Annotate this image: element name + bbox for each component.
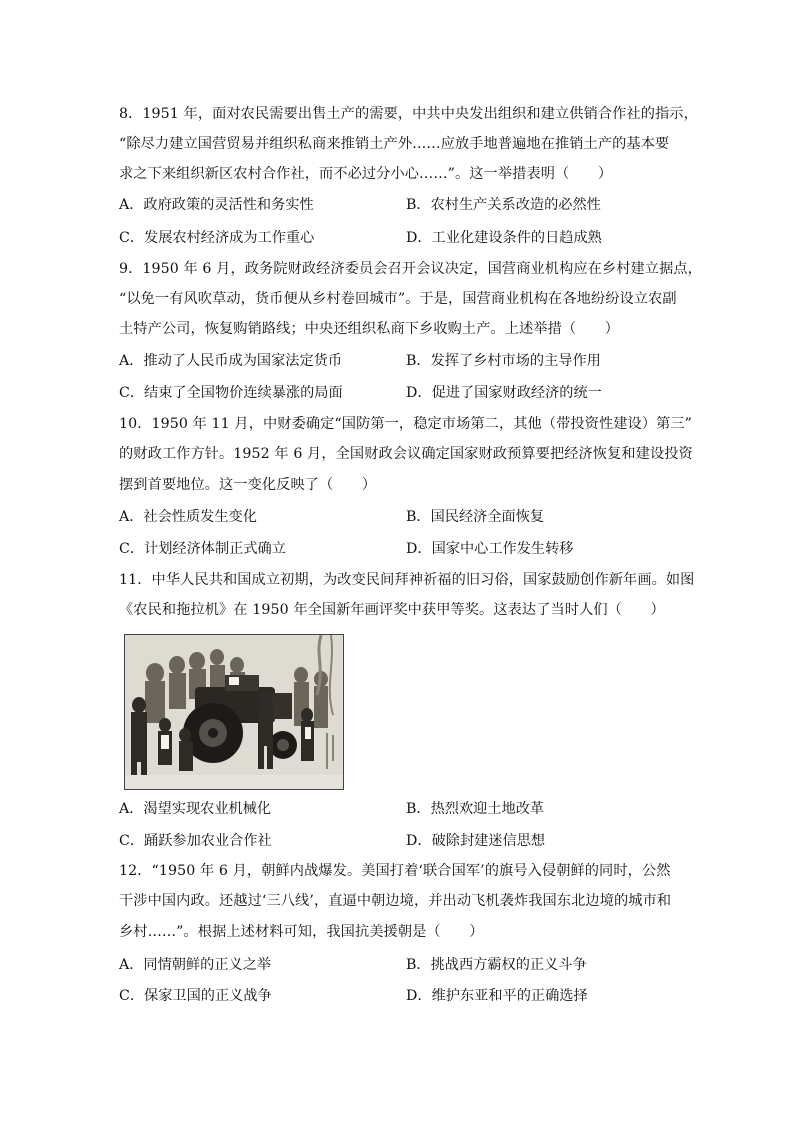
q11-stem-line-2: 《农民和拖拉机》在 1950 年全国新年画评奖中获甲等奖。这表达了当时人们（ ） (119, 602, 665, 618)
q11-option-b[interactable]: B．热烈欢迎土地改革 (406, 801, 545, 817)
q12-option-b[interactable]: B．挑战西方霸权的正义斗争 (406, 957, 587, 973)
q10-option-a[interactable]: A．社会性质发生变化 (119, 509, 257, 525)
q8-option-b[interactable]: B．农村生产关系改造的必然性 (406, 197, 601, 213)
q12-option-a[interactable]: A．同情朝鲜的正义之举 (119, 957, 272, 973)
q12-option-c[interactable]: C．保家卫国的正义战争 (119, 988, 272, 1004)
q11-option-c[interactable]: C．踊跃参加农业合作社 (119, 833, 272, 849)
q9-option-b[interactable]: B．发挥了乡村市场的主导作用 (406, 353, 601, 369)
q11-option-a[interactable]: A．渴望实现农业机械化 (119, 801, 272, 817)
q12-stem-line-2: 干涉中国内政。还越过‘三八线’，直逼中朝边境，并出动飞机袭炸我国东北边境的城市和 (119, 893, 672, 909)
q10-stem-line-1: 10．1950 年 11 月，中财委确定“国防第一，稳定市场第二，其他（带投资性建设）第三” (119, 416, 693, 432)
q10-option-d[interactable]: D．国家中心工作发生转移 (406, 541, 574, 557)
farmers-and-tractor-painting (124, 634, 344, 790)
q10-stem-line-2: 的财政工作方针。1952 年 6 月，全国财政会议确定国家财政预算要把经济恢复和建设投资 (119, 446, 693, 462)
q9-stem-line-1: 9．1950 年 6 月，政务院财政经济委员会召开会议决定，国营商业机构应在乡村建立据点， (119, 261, 702, 277)
q10-option-c[interactable]: C．计划经济体制正式确立 (119, 541, 286, 557)
q8-stem-line-3: 求之下来组织新区农村合作社，而不必过分小心……”。这一举措表明（ ） (119, 166, 613, 182)
q8-option-d[interactable]: D．工业化建设条件的日趋成熟 (406, 230, 602, 246)
q9-option-d[interactable]: D．促进了国家财政经济的统一 (406, 385, 602, 401)
q8-stem-line-2: “除尽力建立国营贸易并组织私商来推销土产外……应放手地普遍地在推销土产的基本要 (119, 136, 670, 152)
q12-option-d[interactable]: D．维护东亚和平的正确选择 (406, 988, 588, 1004)
q10-stem-line-3: 摆到首要地位。这一变化反映了（ ） (119, 477, 377, 493)
q9-option-c[interactable]: C．结束了全国物价连续暴涨的局面 (119, 385, 343, 401)
q11-option-d[interactable]: D．破除封建迷信思想 (406, 833, 546, 849)
q10-option-b[interactable]: B．国民经济全面恢复 (406, 509, 545, 525)
q8-option-a[interactable]: A．政府政策的灵活性和务实性 (119, 197, 314, 213)
q12-stem-line-1: 12．“1950 年 6 月，朝鲜内战爆发。美国打着‘联合国军’的旗号入侵朝鲜的同时，公然 (119, 863, 671, 879)
q12-stem-line-3: 乡村……”。根据上述材料可知，我国抗美援朝是（ ） (119, 924, 484, 940)
q9-stem-line-2: “以免一有风吹草动，货币便从乡村卷回城市”。于是，国营商业机构在各地纷纷设立农副 (119, 291, 677, 307)
q8-option-c[interactable]: C．发展农村经济成为工作重心 (119, 230, 315, 246)
q9-option-a[interactable]: A．推动了人民币成为国家法定货币 (119, 353, 343, 369)
q8-stem-line-1: 8．1951 年，面对农民需要出售土产的需要，中共中央发出组织和建立供销合作社的指示， (119, 106, 698, 122)
q9-stem-line-3: 土特产公司，恢复购销路线；中央还组织私商下乡收购土产。上述举措（ ） (119, 321, 620, 337)
q11-stem-line-1: 11．中华人民共和国成立初期，为改变民间拜神祈福的旧习俗，国家鼓励创作新年画。如图 (119, 572, 695, 588)
